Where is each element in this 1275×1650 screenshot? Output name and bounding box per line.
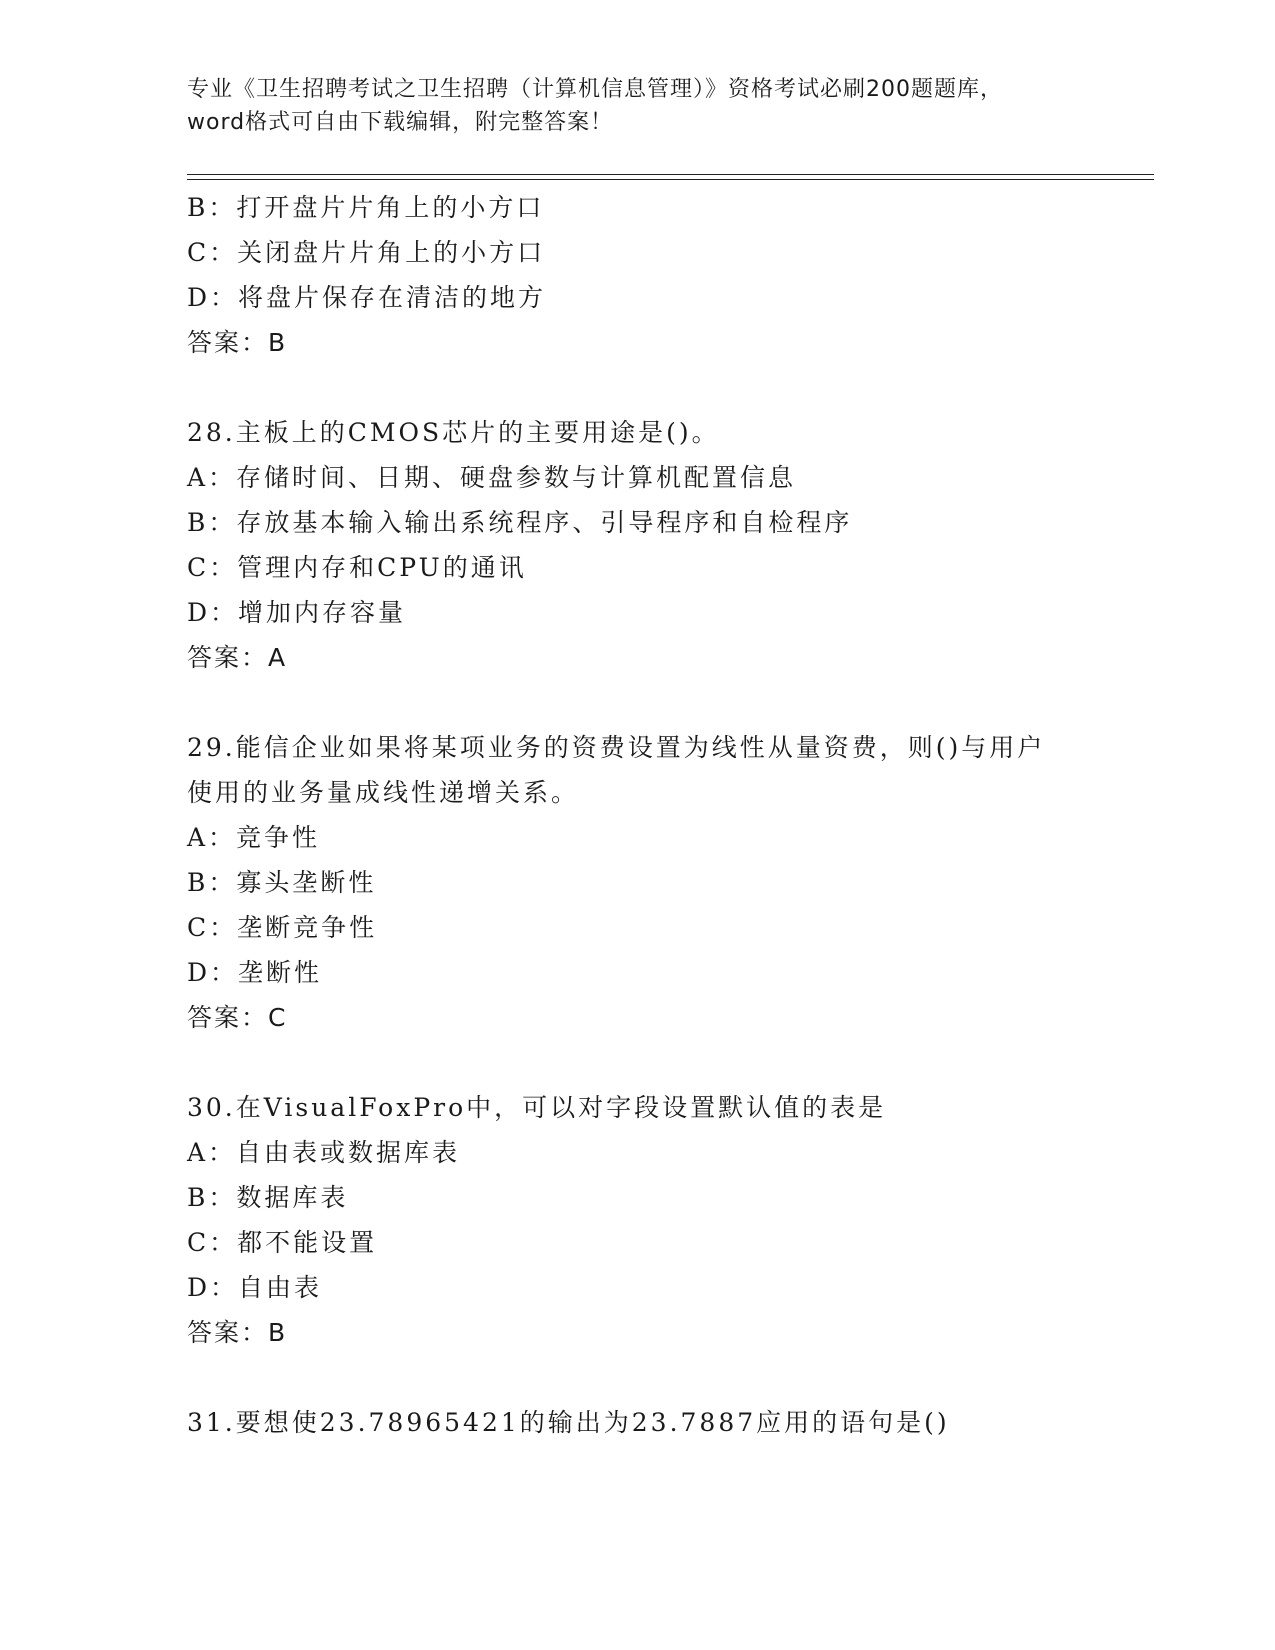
question-30: 30.在VisualFoxPro中，可以对字段设置默认值的表是 <box>187 1093 887 1122</box>
answer-28: 答案：A <box>187 643 288 672</box>
option-28-a: A：存储时间、日期、硬盘参数与计算机配置信息 <box>187 463 797 492</box>
option-30-a: A：自由表或数据库表 <box>187 1138 461 1167</box>
question-29-line-2: 使用的业务量成线性递增关系。 <box>187 778 580 807</box>
option-27-d: D：将盘片保存在清洁的地方 <box>187 283 547 312</box>
header-divider-top <box>187 174 1154 175</box>
header-divider-bottom <box>187 179 1154 180</box>
question-28: 28.主板上的CMOS芯片的主要用途是()。 <box>187 418 720 447</box>
option-30-b: B：数据库表 <box>187 1183 349 1212</box>
option-30-c: C：都不能设置 <box>187 1228 378 1257</box>
header-line-2: word格式可自由下载编辑，附完整答案！ <box>187 110 614 135</box>
question-31: 31.要想使23.78965421的输出为23.7887应用的语句是() <box>187 1408 950 1437</box>
option-28-c: C：管理内存和CPU的通讯 <box>187 553 527 582</box>
option-30-d: D：自由表 <box>187 1273 323 1302</box>
answer-29: 答案：C <box>187 1003 288 1032</box>
option-29-b: B：寡头垄断性 <box>187 868 377 897</box>
option-27-b: B：打开盘片片角上的小方口 <box>187 193 545 222</box>
option-28-b: B：存放基本输入输出系统程序、引导程序和自检程序 <box>187 508 853 537</box>
option-29-a: A：竞争性 <box>187 823 321 852</box>
header-line-1: 专业《卫生招聘考试之卫生招聘（计算机信息管理）》资格考试必刷200题题库， <box>187 77 1003 102</box>
option-28-d: D：增加内存容量 <box>187 598 407 627</box>
document-header <box>187 73 1087 139</box>
answer-30: 答案：B <box>187 1318 288 1347</box>
option-27-c: C：关闭盘片片角上的小方口 <box>187 238 546 267</box>
option-29-c: C：垄断竞争性 <box>187 913 378 942</box>
option-29-d: D：垄断性 <box>187 958 323 987</box>
question-29-line-1: 29.能信企业如果将某项业务的资费设置为线性从量资费，则()与用户 <box>187 733 1046 762</box>
answer-27: 答案：B <box>187 328 288 357</box>
